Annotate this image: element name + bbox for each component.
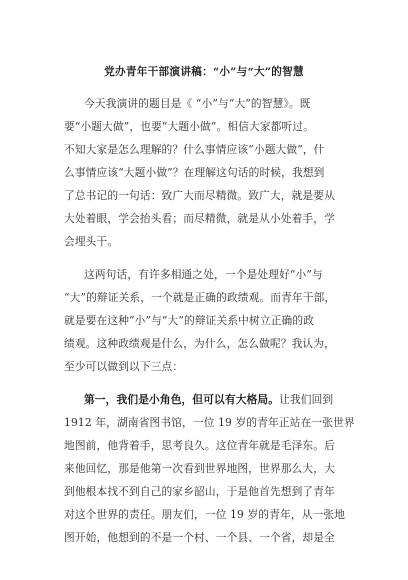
paragraph-1-line-2: 要“小题大做”，也要“大题小做”。相信大家都听过。	[64, 120, 315, 133]
paragraph-3-line-1-text: 让我们回到	[279, 393, 334, 406]
paragraph-3-line-3: 地图前，他背着手，思考良久。这位青年就是毛泽东。后	[64, 439, 335, 452]
paragraph-3-lead: 第一，我们是小角色，但可以有大格局。	[84, 393, 280, 406]
paragraph-3-line-5: 到他根本找不到自己的家乡韶山，于是他首先想到了青年	[64, 485, 335, 498]
paragraph-2-line-3: 就是要在这种“小”与“大”的辩证关系中树立正确的政	[64, 314, 315, 327]
paragraph-1-line-5: 了总书记的一句话：致广大而尽精微。致广大，就是要从	[64, 189, 335, 202]
paragraph-3-line-2: 1912 年，湖南省图书馆，一位 19 岁的青年正站在一张世界	[64, 416, 355, 429]
paragraph-2-line-4: 绩观。这种政绩观是什么，为什么，怎么做呢？我认为，	[64, 337, 335, 350]
paragraph-3-line-1	[84, 392, 333, 407]
paragraph-2-line-2: “大”的辩证关系，一个就是正确的政绩观。而青年干部，	[64, 291, 336, 304]
paragraph-3-line-6: 对这个世界的责任。朋友们，一位 19 岁的青年，从一张地	[64, 508, 346, 521]
paragraph-2-line-5: 至少可以做到以下三点：	[64, 360, 184, 373]
paragraph-3-line-7: 图开始，他想到的不是一个村、一个县、一个省，却是全	[64, 531, 335, 544]
paragraph-1-line-6: 大处着眼，学会抬头看；而尽精微，就是从小处着手，学	[64, 212, 335, 225]
paragraph-1-line-7: 会埋头干。	[64, 235, 119, 248]
paragraph-1-line-1: 今天我演讲的题目是《 “小”与“大”的智慧》。既	[84, 97, 311, 110]
paragraph-1-line-4: 么事情应该“大题小做”？在理解这句话的时候，我想到	[64, 166, 325, 179]
paragraph-2-line-1: 这两句话，有许多相通之处，一个是处理好“小”与	[84, 268, 323, 281]
paragraph-3-line-4: 来他回忆，那是他第一次看到世界地图，世界那么大，大	[64, 462, 335, 475]
document-title: 党办青年干部演讲稿：“小”与“大”的智慧	[104, 66, 304, 78]
paragraph-1-line-3: 不知大家是怎么理解的？什么事情应该“小题大做”，什	[64, 143, 325, 156]
